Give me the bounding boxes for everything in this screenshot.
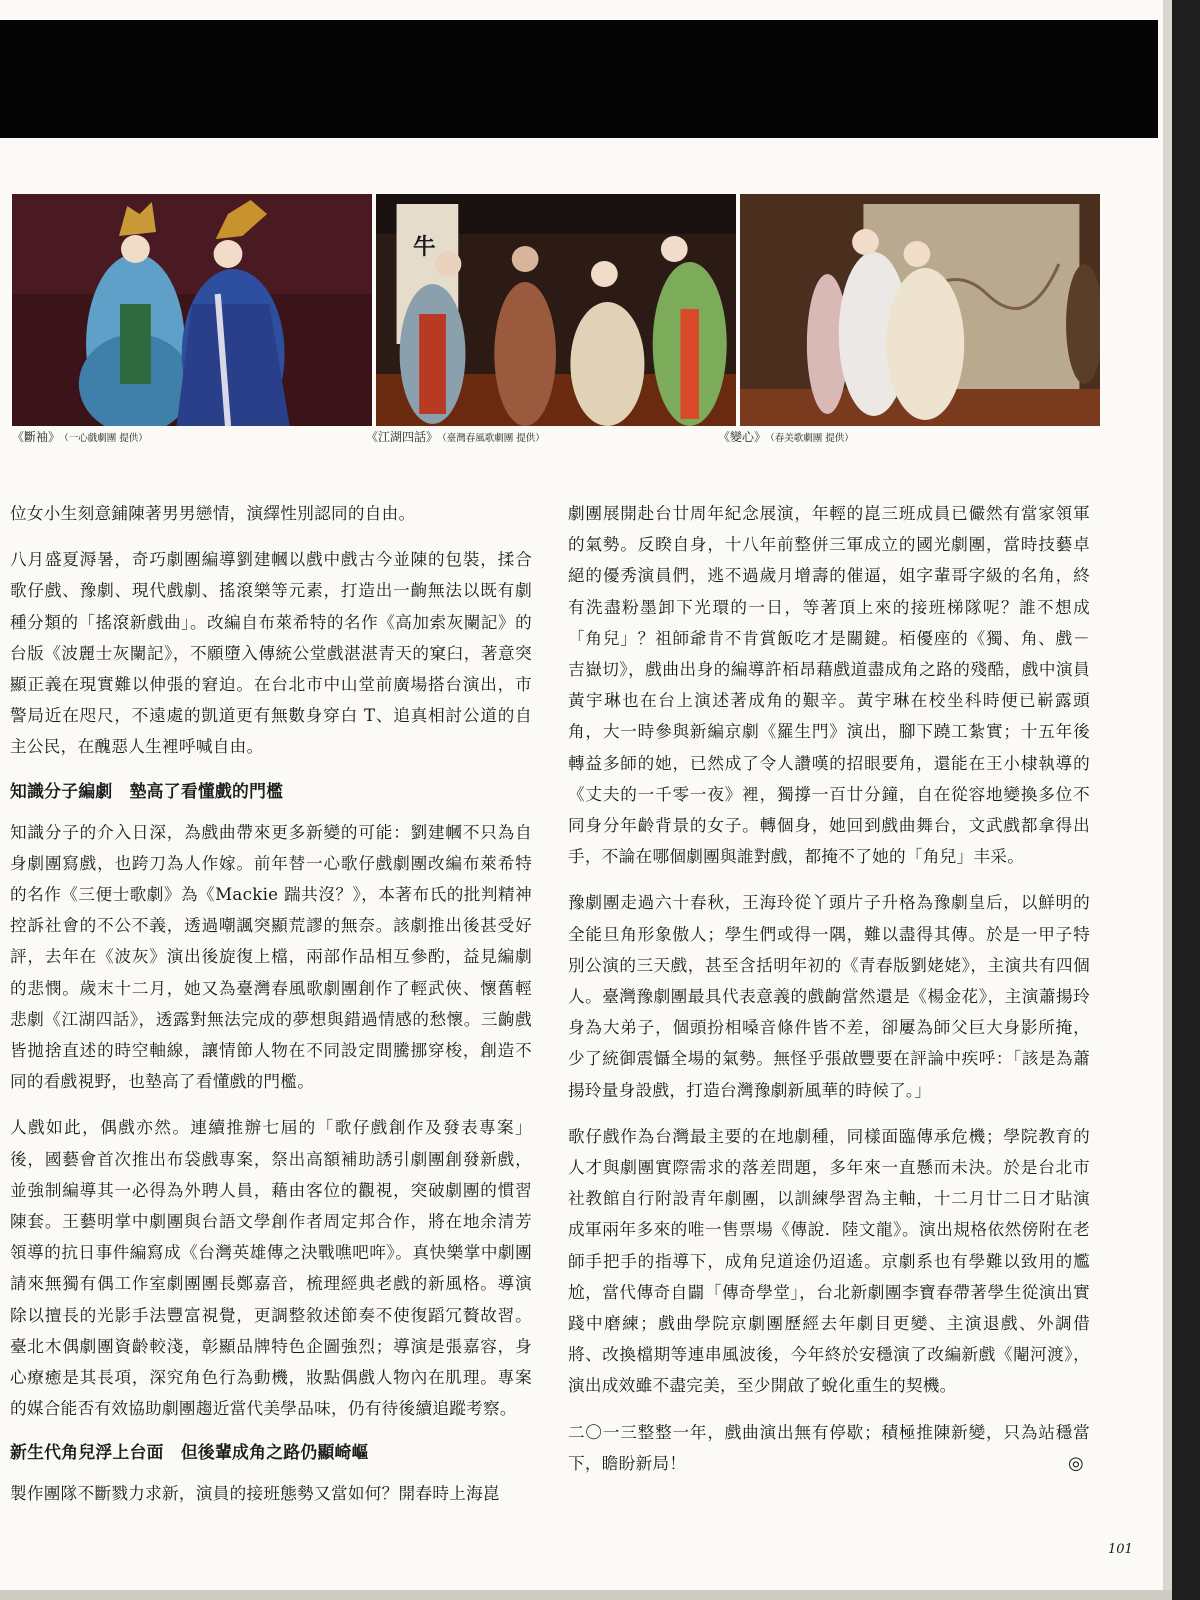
end-mark-icon: ◎ xyxy=(1067,1452,1084,1474)
section-heading: 新生代角兒浮上台面 但後輩成角之路仍顯崎嶇 xyxy=(10,1442,369,1463)
left-column xyxy=(10,498,532,1510)
header-banner xyxy=(0,20,1158,138)
caption-title: 《斷袖》 xyxy=(12,430,61,444)
caption-source: （一心戲劇團 提供） xyxy=(64,433,148,444)
page-bottom-edge xyxy=(0,1590,1172,1600)
page-gutter xyxy=(1172,0,1200,1600)
right-column xyxy=(568,498,1090,1479)
photo-duanxiu xyxy=(12,194,372,426)
closing-text: 二〇一三整整一年，戲曲演出無有停歇；積極推陳新變，只為站穩當下，瞻盼新局！ xyxy=(568,1422,1090,1473)
closing-paragraph xyxy=(568,1417,1090,1479)
paragraph: 歌仔戲作為台灣最主要的在地劇種，同樣面臨傳承危機；學院教育的人才與劇團實際需求的落差問題，多年來一直懸而未決。於是台北市社教館自行附設青年劇團，以訓練學習為主軸，十二月廿二日才貼演成軍兩年多來的唯一售票場《傳說．陸文龍》。演出規格依然傍附在老師手把手的指導下，成角兒道途仍迢遙。京劇系也有學難以致用的尷尬，當代傳奇自闢「傳奇學堂」，台北新劇團李寶春帶著學生從演出實踐中磨練；戲曲學院京劇團歷經去年劇目更變、主演退戲、外調借將、改換檔期等連串風波後，今年終於安穩演了改編新戲《閹河渡》，演出成效雖不盡完美，至少開啟了蛻化重生的契機。 xyxy=(568,1126,1090,1396)
paragraph: 人戲如此，偶戲亦然。連續推辦七屆的「歌仔戲創作及發表專案」後，國藝會首次推出布袋戲專案，祭出高額補助誘引劇團創發新戲，並強制編導其一必得為外聘人員，藉由客位的觀視，突破劇團的慣習陳套。王藝明掌中劇團與台語文學創作者周定邦合作，將在地余清芳領導的抗日事件編寫成《台灣英雄傳之決戰噍吧哖》。真快樂掌中劇團請來無獨有偶工作室劇團團長鄭嘉音，梳理經典老戲的新風格。導演除以擅長的光影手法豐富視覺，更調整敘述節奏不使復蹈冗贅故習。臺北木偶劇團資齡較淺，彰顯品牌特色企圖強烈；導演是張嘉容，身心療癒是其長項，深究角色行為動機，妝點偶戲人物內在肌理。專案的媒合能否有效協助劇團趨近當代美學品味，仍有待後續追蹤考察。 xyxy=(10,1118,532,1419)
paragraph: 位女小生刻意鋪陳著男男戀情，演繹性別認同的自由。 xyxy=(10,504,416,523)
paragraph: 知識分子的介入日深，為戲曲帶來更多新變的可能：劉建幗不只為自身劇團寫戲，也跨刀為人作嫁。前年替一心歌仔戲劇團改編布萊希特的名作《三便士歌劇》為《Mackie 踹共沒？》，本著布氏的批判精神控訴社會的不公不義，透過嘲諷突顯荒謬的無奈。該劇推出後甚受好評，去年在《波灰》演出後旋復上檔，兩部作品相互參酌，益見編劇的悲憫。歲末十二月，她又為臺灣春風歌劇團創作了輕武俠、懷舊輕悲劇《江湖四話》，透露對無法完成的夢想與錯過情感的愁懷。三齣戲皆拋捨直述的時空軸線，讓情節人物在不同設定間騰挪穿梭，創造不同的看戲視野，也墊高了看懂戲的門檻。 xyxy=(10,822,532,1092)
caption-title: 《變心》 xyxy=(718,430,767,444)
paragraph: 豫劇團走過六十春秋，王海玲從丫頭片子升格為豫劇皇后，以鮮明的全能旦角形象傲人；學生們或得一隅，難以盡得其傳。於是一甲子特別公演的三天戲，甚至含括明年初的《青春版劉姥姥》，主演共有四個人。臺灣豫劇團最具代表意義的戲齣當然還是《楊金花》，主演蕭揚玲身為大弟子，個頭扮相嗓音條件皆不差，卻屢為師父巨大身影所掩，少了統御震懾全場的氣勢。無怪乎張啟豐要在評論中疾呼：「該是為蕭揚玲量身設戲，打造台灣豫劇新風華的時候了。」 xyxy=(568,893,1090,1100)
caption-3 xyxy=(718,428,854,445)
caption-2 xyxy=(366,428,545,445)
caption-1 xyxy=(12,428,148,445)
photo-strip xyxy=(12,194,1100,426)
paragraph: 劇團展開赴台廿周年紀念展演，年輕的崑三班成員已儼然有當家領軍的氣勢。反睽自身，十八年前整併三軍成立的國光劇團，當時技藝卓絕的優秀演員們，逃不過歲月增壽的催逼，姐字輩哥字級的名角，終有洗盡粉墨卸下光環的一日，等著頂上來的接班梯隊呢？誰不想成「角兒」？祖師爺肯不肯賞飯吃才是關鍵。栢優座的《獨、角、戲－吉嶽切》，戲曲出身的編導許栢昂藉戲道盡成角之路的殘酷，戲中演員黃宇琳也在台上演述著成角的艱辛。黃宇琳在校坐科時便已嶄露頭角，大一時參與新編京劇《羅生門》演出，腳下蹺工紮實；十五年後轉益多師的她，已然成了令人讚嘆的招眼要角，還能在王小棣執導的《丈夫的一千零一夜》裡，獨撐一百廿分鐘，自在從容地變換多位不同身分年齡背景的女子。轉個身，她回到戲曲舞台，文武戲都拿得出手，不論在哪個劇團與誰對戲，都掩不了她的「角兒」丰采。 xyxy=(568,504,1090,867)
caption-title: 《江湖四話》 xyxy=(366,430,439,444)
paragraph: 八月盛夏溽暑，奇巧劇團編導劉建幗以戲中戲古今並陳的包裝，揉合歌仔戲、豫劇、現代戲劇、搖滾樂等元素，打造出一齣無法以既有劇種分類的「搖滾新戲曲」。改編自布萊希特的名作《高加索灰闌記》的台版《波麗士灰闌記》，不願墮入傳統公堂戲湛湛青天的窠臼，著意突顯正義在現實難以伸張的窘迫。在台北市中山堂前廣場搭台演出，市警局近在咫尺，不遠處的凱道更有無數身穿白 T、追真相討公道的自主公民，在醜惡人生裡呼喊自由。 xyxy=(10,550,532,757)
page-edge xyxy=(1163,0,1172,1600)
caption-source: （春美歌劇團 提供） xyxy=(770,433,854,444)
section-heading: 知識分子編劇 墊高了看懂戲的門檻 xyxy=(10,780,284,801)
paragraph: 製作團隊不斷戮力求新，演員的接班態勢又當如何？開春時上海崑 xyxy=(10,1484,500,1504)
photo-jianghu-sihua xyxy=(376,194,736,426)
photo-captions xyxy=(0,428,1120,448)
page-number: 101 xyxy=(1108,1542,1133,1557)
photo-sign-text: 牛 xyxy=(413,234,436,260)
photo-bianxin xyxy=(740,194,1100,426)
caption-source: （臺灣春風歌劇團 提供） xyxy=(442,433,545,444)
